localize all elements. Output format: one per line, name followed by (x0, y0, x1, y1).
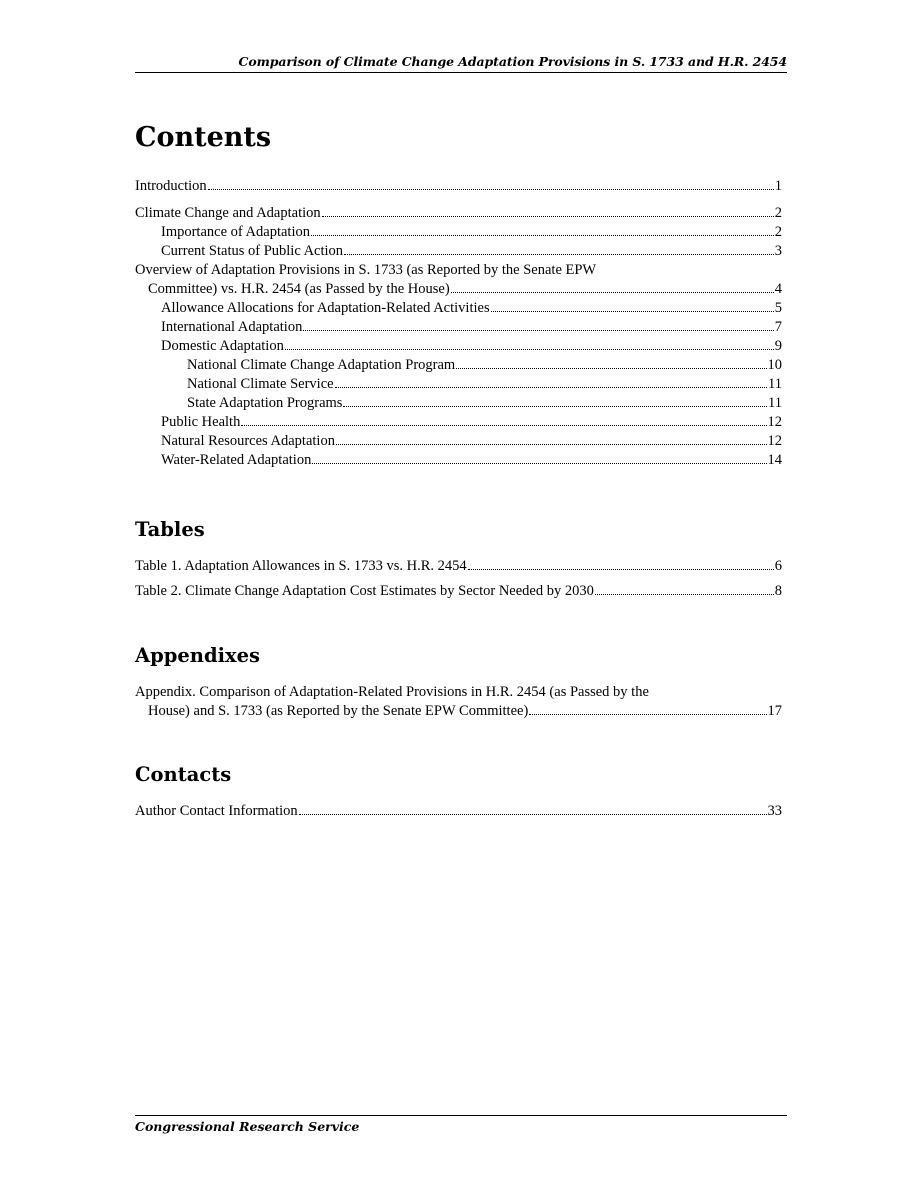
contents-list (135, 177, 782, 470)
toc-entry-title: House) and S. 1733 (as Reported by the Senate EPW Committee) (148, 703, 529, 719)
running-header: Comparison of Climate Change Adaptation Provisions in S. 1733 and H.R. 2454 (238, 54, 787, 69)
toc-entry[interactable] (135, 242, 782, 261)
toc-entry-page: 1 (774, 178, 782, 194)
toc-entry-page: 14 (767, 452, 782, 468)
dot-leader (468, 569, 774, 570)
dot-leader (299, 814, 767, 815)
appendixes-list (135, 683, 782, 721)
toc-entry-page: 3 (774, 243, 782, 259)
toc-entry-title: Table 2. Climate Change Adaptation Cost Estimates by Sector Needed by 2030 (135, 583, 594, 599)
footer-rule (135, 1115, 787, 1116)
toc-entry-title: Introduction (135, 178, 207, 194)
toc-entry-title: Domestic Adaptation (161, 338, 284, 354)
toc-entry-page: 2 (774, 205, 782, 221)
toc-entry-page: 12 (767, 414, 782, 430)
toc-entry[interactable] (135, 375, 782, 394)
toc-entry-title: State Adaptation Programs (187, 395, 343, 411)
dot-leader (208, 189, 774, 190)
toc-entry-page: 11 (768, 395, 782, 411)
toc-entry[interactable] (135, 683, 782, 721)
toc-entry-page: 17 (767, 703, 782, 719)
dot-leader (311, 235, 774, 236)
header-rule (135, 72, 787, 73)
toc-entry-page: 4 (774, 281, 782, 297)
dot-leader (343, 406, 767, 407)
contacts-list (135, 802, 782, 821)
toc-entry-title: National Climate Service (187, 376, 334, 392)
toc-entry-title: Climate Change and Adaptation (135, 205, 321, 221)
toc-entry-title: Natural Resources Adaptation (161, 433, 335, 449)
toc-entry[interactable] (135, 204, 782, 223)
tables-heading: Tables (135, 518, 205, 541)
dot-leader (285, 349, 774, 350)
toc-entry[interactable] (135, 557, 782, 576)
toc-entry-page: 12 (767, 433, 782, 449)
dot-leader (303, 330, 773, 331)
dot-leader (344, 254, 774, 255)
toc-entry-title: Committee) vs. H.R. 2454 (as Passed by the House) (148, 281, 450, 297)
toc-entry[interactable] (135, 223, 782, 242)
dot-leader (312, 463, 766, 464)
toc-entry-title: Author Contact Information (135, 803, 298, 819)
toc-entry-title: Importance of Adaptation (161, 224, 310, 240)
dot-leader (456, 368, 766, 369)
appendixes-heading: Appendixes (135, 644, 261, 667)
dot-leader (322, 216, 774, 217)
toc-entry-title: International Adaptation (161, 319, 303, 335)
toc-entry-title-line1: Appendix. Comparison of Adaptation-Related Provisions in H.R. 2454 (as Passed by the (135, 684, 649, 700)
toc-entry-title: National Climate Change Adaptation Program (187, 357, 456, 373)
toc-entry-title: Public Health (161, 414, 241, 430)
dot-leader (491, 311, 774, 312)
dot-leader (335, 387, 767, 388)
toc-entry[interactable] (135, 177, 782, 196)
toc-entry-page: 9 (774, 338, 782, 354)
running-footer: Congressional Research Service (135, 1119, 360, 1134)
toc-entry[interactable] (135, 413, 782, 432)
toc-entry-title: Water-Related Adaptation (161, 452, 312, 468)
contents-heading: Contents (135, 122, 272, 153)
toc-entry-page: 8 (774, 583, 782, 599)
contacts-heading: Contacts (135, 763, 232, 786)
toc-entry[interactable] (135, 299, 782, 318)
toc-entry-page: 11 (768, 376, 782, 392)
toc-entry-page: 10 (767, 357, 782, 373)
toc-entry-title: Table 1. Adaptation Allowances in S. 1733 vs. H.R. 2454 (135, 558, 467, 574)
toc-entry-title-line1: Overview of Adaptation Provisions in S. 1733 (as Reported by the Senate EPW (135, 262, 597, 278)
toc-entry-page: 5 (774, 300, 782, 316)
toc-entry-page: 7 (774, 319, 782, 335)
toc-entry[interactable] (135, 261, 782, 299)
tables-list (135, 557, 782, 601)
dot-leader (451, 292, 774, 293)
dot-leader (595, 594, 774, 595)
toc-entry[interactable] (135, 337, 782, 356)
toc-entry[interactable] (135, 802, 782, 821)
toc-entry-title: Current Status of Public Action (161, 243, 344, 259)
toc-entry-page: 6 (774, 558, 782, 574)
toc-entry[interactable] (135, 318, 782, 337)
toc-entry-page: 2 (774, 224, 782, 240)
dot-leader (241, 425, 766, 426)
toc-entry-page: 33 (767, 803, 782, 819)
toc-entry[interactable] (135, 451, 782, 470)
dot-leader (336, 444, 767, 445)
toc-entry[interactable] (135, 356, 782, 375)
toc-entry-title: Allowance Allocations for Adaptation-Related Activities (161, 300, 490, 316)
dot-leader (529, 714, 766, 715)
toc-entry[interactable] (135, 394, 782, 413)
toc-entry[interactable] (135, 432, 782, 451)
toc-entry[interactable] (135, 582, 782, 601)
